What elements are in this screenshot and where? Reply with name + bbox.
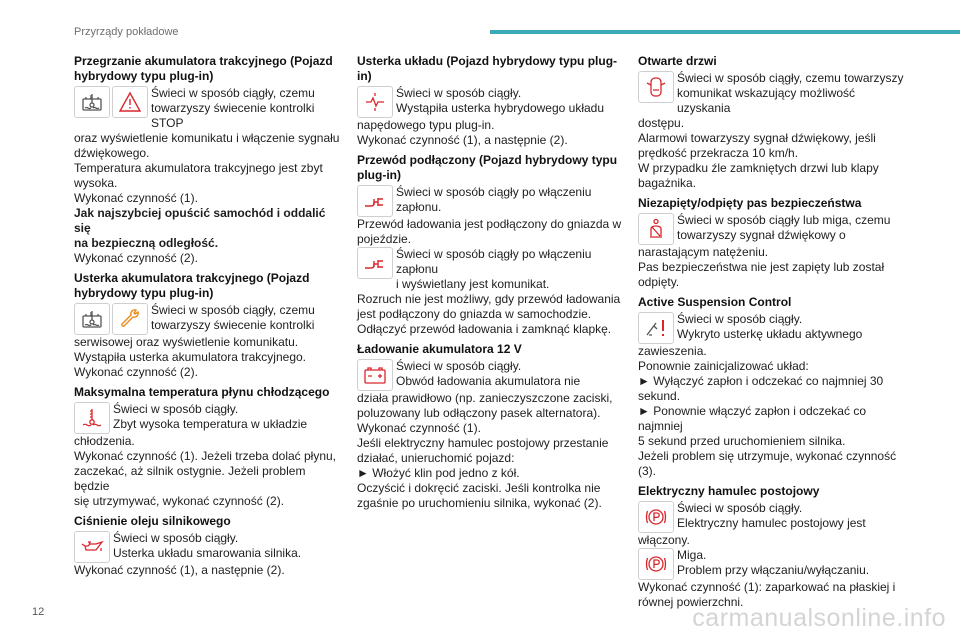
wrench-icon	[112, 303, 148, 335]
section-title: Przegrzanie akumulatora trakcyjnego (Pojazd hybrydowy typu plug-in)	[74, 54, 333, 83]
door-open-icon	[638, 71, 674, 103]
warning-section	[638, 196, 904, 290]
section-title: Active Suspension Control	[638, 295, 792, 309]
body-text-line: prędkość przekracza 10 km/h.	[638, 146, 799, 160]
body-text-line: równej powierzchni.	[638, 595, 744, 609]
indicator-line: Świeci w sposób ciągły, czemu	[151, 86, 315, 100]
warning-section	[638, 295, 904, 479]
warning-indicator	[74, 402, 340, 434]
body-text-line: zgaśnie po uruchomieniu silnika, wykonać (2).	[357, 496, 602, 510]
warning-indicator	[638, 213, 904, 245]
warning-indicator	[74, 303, 340, 335]
column-middle	[357, 54, 623, 516]
indicator-line: towarzyszy świecenie kontrolki STOP	[151, 101, 315, 130]
suspension-fault-icon	[638, 312, 674, 344]
body-text-line: sekund.	[638, 389, 681, 403]
body-text-line: Pas bezpieczeństwa nie jest zapięty lub został	[638, 260, 885, 274]
indicator-icons	[638, 548, 674, 580]
body-text-line: jest podłączony do gniazda w samochodzie.	[357, 307, 592, 321]
column-right	[638, 54, 904, 615]
body-text-line: odpięty.	[638, 275, 680, 289]
section-title: Ładowanie akumulatora 12 V	[357, 342, 522, 356]
body-text-line: napędowego typu plug-in.	[357, 118, 495, 132]
indicator-description	[677, 71, 904, 116]
body-text-line: oraz wyświetlenie komunikatu i włączenie sygnału	[74, 131, 340, 145]
body-text-line: ► Wyłączyć zapłon i odczekać co najmniej 30	[638, 374, 884, 388]
indicator-description	[677, 501, 866, 531]
warning-indicator	[638, 71, 904, 116]
body-text-line: Oczyścić i dokręcić zaciski. Jeśli kontrolka nie	[357, 481, 601, 495]
body-text-line: Jeśli elektryczny hamulec postojowy przestanie	[357, 436, 609, 450]
indicator-line: Świeci w sposób ciągły.	[113, 531, 239, 545]
indicator-description	[677, 213, 890, 243]
indicator-line: Elektryczny hamulec postojowy jest	[677, 516, 866, 530]
indicator-icons	[74, 86, 148, 118]
parking-brake-icon	[638, 501, 674, 533]
warning-section	[74, 514, 340, 578]
body-text-line: Jeżeli problem się utrzymuje, wykonać czynność (3).	[638, 449, 897, 478]
indicator-line: Świeci w sposób ciągły.	[396, 359, 522, 373]
oil-can-icon	[74, 531, 110, 563]
warning-indicator	[357, 247, 623, 292]
indicator-line: Usterka układu smarowania silnika.	[113, 546, 302, 560]
warning-section	[74, 54, 340, 266]
indicator-description	[396, 247, 623, 292]
hybrid-system-fault-icon	[357, 86, 393, 118]
indicator-line: towarzyszy sygnał dźwiękowy o	[677, 228, 846, 242]
body-text-line: dostępu.	[638, 116, 685, 130]
indicator-description	[396, 86, 604, 116]
body-text-line: poluzowany lub odłączony pasek alternatora).	[357, 406, 601, 420]
body-text-line: Wykonać czynność (1). Jeżeli trzeba dolać płynu,	[74, 449, 337, 463]
warning-section	[357, 342, 623, 511]
indicator-line: Świeci w sposób ciągły.	[677, 501, 803, 515]
body-text-line: Wystąpiła usterka akumulatora trakcyjnego.	[74, 350, 306, 364]
battery-temperature-icon	[74, 303, 110, 335]
indicator-line: zapłonu.	[396, 200, 442, 214]
body-text-line: Odłączyć przewód ładowania i zamknąć klapkę.	[357, 322, 612, 336]
indicator-line: Zbyt wysoka temperatura w układzie	[113, 417, 308, 431]
body-text-line: zaczekać, aż silnik ostygnie. Jeżeli problem będzie	[74, 464, 306, 493]
indicator-icons	[357, 185, 393, 217]
warning-section	[638, 54, 904, 191]
body-text-line: 5 sekund przed uruchomieniem silnika.	[638, 434, 846, 448]
body-text-line: Wykonać czynność (2).	[74, 251, 198, 265]
section-title: Usterka układu (Pojazd hybrydowy typu plug-in)	[357, 54, 618, 83]
body-text-line: włączony.	[638, 533, 690, 547]
indicator-description	[396, 359, 580, 389]
indicator-line: Obwód ładowania akumulatora nie	[396, 374, 581, 388]
warning-section	[74, 271, 340, 380]
indicator-icons	[357, 247, 393, 279]
body-text-line: Wykonać czynność (1).	[357, 421, 481, 435]
indicator-description	[677, 312, 862, 342]
warning-section	[357, 54, 623, 148]
body-text-line: dźwiękowego.	[74, 146, 150, 160]
body-text-line: ► Ponownie włączyć zapłon i odczekać co najmniej	[638, 404, 866, 433]
body-text-line: Wykonać czynność (1), a następnie (2).	[74, 563, 285, 577]
indicator-line: i wyświetlany jest komunikat.	[396, 277, 550, 291]
indicator-icons	[638, 71, 674, 103]
section-title: Otwarte drzwi	[638, 54, 717, 68]
section-title: Przewód podłączony (Pojazd hybrydowy typu plug-in)	[357, 153, 618, 182]
column-left	[74, 54, 340, 583]
body-text-line: ► Włożyć klin pod jedno z kół.	[357, 466, 520, 480]
coolant-temperature-icon	[74, 402, 110, 434]
warning-indicator	[74, 531, 340, 563]
body-text-line: narastającym natężeniu.	[638, 245, 769, 259]
body-text-line: się utrzymywać, wykonać czynność (2).	[74, 494, 285, 508]
body-text-line: Temperatura akumulatora trakcyjnego jest zbyt	[74, 161, 323, 175]
indicator-line: komunikat wskazujący możliwość uzyskania	[677, 86, 856, 115]
body-text-line: bagażnika.	[638, 176, 697, 190]
warning-triangle-icon	[112, 86, 148, 118]
indicator-description	[113, 402, 307, 432]
warning-indicator	[74, 86, 340, 131]
body-text-line: wysoka.	[74, 176, 118, 190]
indicator-line: Świeci w sposób ciągły, czemu	[151, 303, 315, 317]
indicator-icons	[638, 501, 674, 533]
indicator-description	[151, 303, 315, 333]
section-title: Usterka akumulatora trakcyjnego (Pojazd hybrydowy typu plug-in)	[74, 271, 310, 300]
body-text-line: Ponownie zainicjalizować układ:	[638, 359, 809, 373]
indicator-description	[396, 185, 591, 215]
indicator-icons	[357, 359, 393, 391]
indicator-icons	[357, 86, 393, 118]
body-text-line: Wykonać czynność (2).	[74, 365, 198, 379]
warning-indicator	[357, 185, 623, 217]
body-text-line: Wykonać czynność (1), a następnie (2).	[357, 133, 568, 147]
seatbelt-icon	[638, 213, 674, 245]
indicator-line: Świeci w sposób ciągły po włączeniu zapłonu	[396, 247, 592, 276]
body-text-line: Wykonać czynność (1): zaparkować na płaskiej i	[638, 580, 896, 594]
section-title: Elektryczny hamulec postojowy	[638, 484, 820, 498]
indicator-line: towarzyszy świecenie kontrolki	[151, 318, 315, 332]
body-text-line: Wykonać czynność (1).	[74, 191, 198, 205]
battery-12v-icon	[357, 359, 393, 391]
warning-indicator	[638, 312, 904, 344]
watermark: carmanualsonline.info	[692, 604, 946, 632]
body-text-line: działać, unieruchomić pojazd:	[357, 451, 515, 465]
battery-temperature-icon	[74, 86, 110, 118]
body-text-line: działa prawidłowo (np. zanieczyszczone zaciski,	[357, 391, 613, 405]
warning-indicator	[638, 501, 904, 533]
body-text-line: serwisowej oraz wyświetlenie komunikatu.	[74, 335, 299, 349]
bold-text-line: na bezpieczną odległość.	[74, 236, 219, 250]
charging-plug-icon	[357, 185, 393, 217]
body-text-line: Przewód ładowania jest podłączony do gniazda w	[357, 217, 622, 231]
charging-plug-icon	[357, 247, 393, 279]
indicator-line: Wykryto usterkę układu aktywnego	[677, 327, 863, 341]
indicator-line: Świeci w sposób ciągły, czemu towarzyszy	[677, 71, 904, 85]
page-header-title: Przyrządy pokładowe	[74, 26, 179, 38]
page-number: 12	[32, 606, 45, 618]
indicator-line: Świeci w sposób ciągły.	[677, 312, 803, 326]
body-text-line: Alarmowi towarzyszy sygnał dźwiękowy, jeśli	[638, 131, 876, 145]
warning-indicator	[638, 548, 904, 580]
body-text-line: chłodzenia.	[74, 434, 135, 448]
warning-indicator	[357, 359, 623, 391]
body-text-line: Rozruch nie jest możliwy, gdy przewód ładowania	[357, 292, 621, 306]
indicator-icons	[74, 303, 148, 335]
indicator-description	[677, 548, 869, 578]
indicator-line: Świeci w sposób ciągły po włączeniu	[396, 185, 592, 199]
indicator-icons	[74, 402, 110, 434]
section-title: Niezapięty/odpięty pas bezpieczeństwa	[638, 196, 862, 210]
indicator-description	[151, 86, 340, 131]
indicator-line: Miga.	[677, 548, 707, 562]
indicator-line: Świeci w sposób ciągły lub miga, czemu	[677, 213, 891, 227]
body-text-line: zawieszenia.	[638, 344, 707, 358]
warning-section	[638, 484, 904, 610]
warning-indicator	[357, 86, 623, 118]
indicator-line: Świeci w sposób ciągły.	[396, 86, 522, 100]
indicator-line: Wystąpiła usterka hybrydowego układu	[396, 101, 605, 115]
indicator-description	[113, 531, 301, 561]
parking-brake-icon	[638, 548, 674, 580]
body-text-line: pojeździe.	[357, 232, 412, 246]
body-text-line: W przypadku źle zamkniętych drzwi lub klapy	[638, 161, 879, 175]
indicator-icons	[638, 213, 674, 245]
header-accent-bar	[490, 30, 960, 34]
indicator-line: Świeci w sposób ciągły.	[113, 402, 239, 416]
indicator-icons	[74, 531, 110, 563]
section-title: Ciśnienie oleju silnikowego	[74, 514, 231, 528]
indicator-icons	[638, 312, 674, 344]
bold-text-line: Jak najszybciej opuścić samochód i oddalić się	[74, 206, 326, 235]
indicator-line: Problem przy włączaniu/wyłączaniu.	[677, 563, 870, 577]
warning-section	[357, 153, 623, 337]
section-title: Maksymalna temperatura płynu chłodzącego	[74, 385, 330, 399]
warning-section	[74, 385, 340, 509]
